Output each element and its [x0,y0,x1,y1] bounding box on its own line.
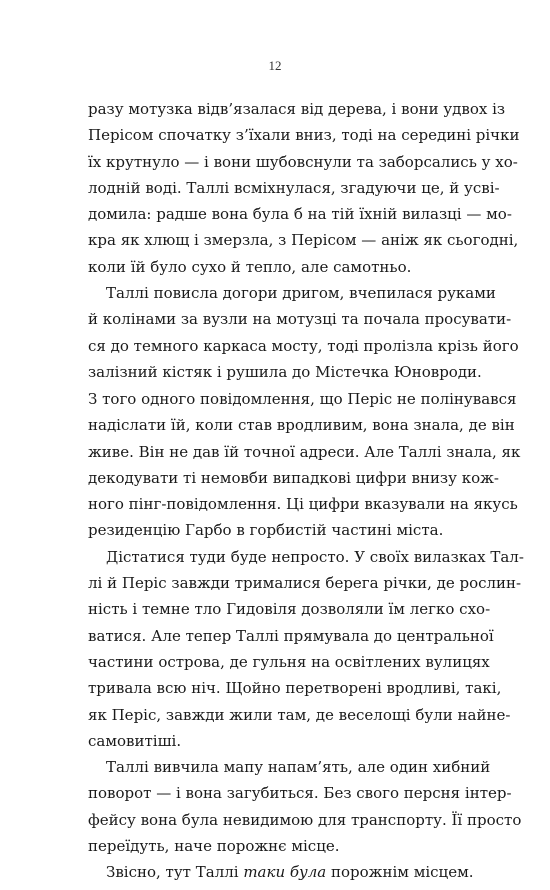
text-line: надіслати їй, коли став вродливим, вона знала, де він [88,416,515,435]
text-line: їх крутнуло — і вони шубовснули та заборсались у хо- [88,152,518,171]
text-line: фейсу вона була невидимою для транспорту. Її просто [88,810,522,829]
text-section-1 [88,96,520,385]
text-line: резиденцію Гарбо в горбистій частині міста. [88,521,444,540]
text-line: частини острова, де гульня на освітлених вулицях [88,652,490,671]
page-number: 12 [268,58,282,73]
text-fragment: порожнім місцем. [326,863,474,882]
text-line: коли їй було сухо й тепло, але самотньо. [88,257,412,276]
italic-text: таки була [243,863,327,882]
text-line: декодувати ті немовби випадкові цифри внизу кож- [88,468,499,487]
text-line: самовитіші. [88,731,182,750]
text-line: лодній воді. Таллі всміхнулася, згадуючи це, й усві- [88,178,500,197]
text-line: й колінами за вузли на мотузці та почала просувати- [88,310,512,329]
text-line: переїдуть, наче порожнє місце. [88,837,340,856]
text-line: лі й Періс завжди трималися берега річки, де рослин- [88,574,522,593]
text-fragment: Звісно, тут Таллі [106,863,244,882]
text-line: тривала всю ніч. Щойно перетворені вродливі, такі, [88,679,502,698]
text-line: Перісом спочатку з’їхали вниз, тоді на середині річки [88,126,520,145]
text-line: З того одного повідомлення, що Періс не полінувався [88,390,517,408]
text-line: домила: радше вона була б на тій їхній вилазці — мо- [88,205,512,224]
text-section-2 [88,386,524,886]
text-line: Таллі повисла догори дригом, вчепилася руками [106,284,496,303]
text-line: Таллі вивчила мапу напам’ять, але один хибний [106,758,491,777]
text-line: ся до темного каркаса мосту, тоді пролізла крізь його [88,336,519,355]
text-line: разу мотузка відв’язалася від дерева, і вони удвох із [88,100,506,118]
text-line: як Періс, завжди жили там, де веселощі були найне- [88,705,511,724]
text-line: поворот — і вона загубиться. Без свого персня інтер- [88,784,512,803]
text-line: ватися. Але тепер Таллі прямувала до центральної [88,626,494,645]
text-line: Дістатися туди буде непросто. У своїх вилазках Тал- [106,547,524,566]
text-line: кра як хлющ і змерзла, з Перісом — аніж як сьогодні, [88,231,519,250]
text-line [88,859,472,885]
text-line: залізний кістяк і рушила до Містечка Юновроди. [88,362,482,381]
text-line: ність і темне тло Гидовіля дозволяли їм легко схо- [88,600,491,619]
text-line: ного пінг-повідомлення. Ці цифри вказували на якусь [88,495,518,514]
text-line: живе. Він не дав їй точної адреси. Але Таллі знала, як [88,442,521,461]
